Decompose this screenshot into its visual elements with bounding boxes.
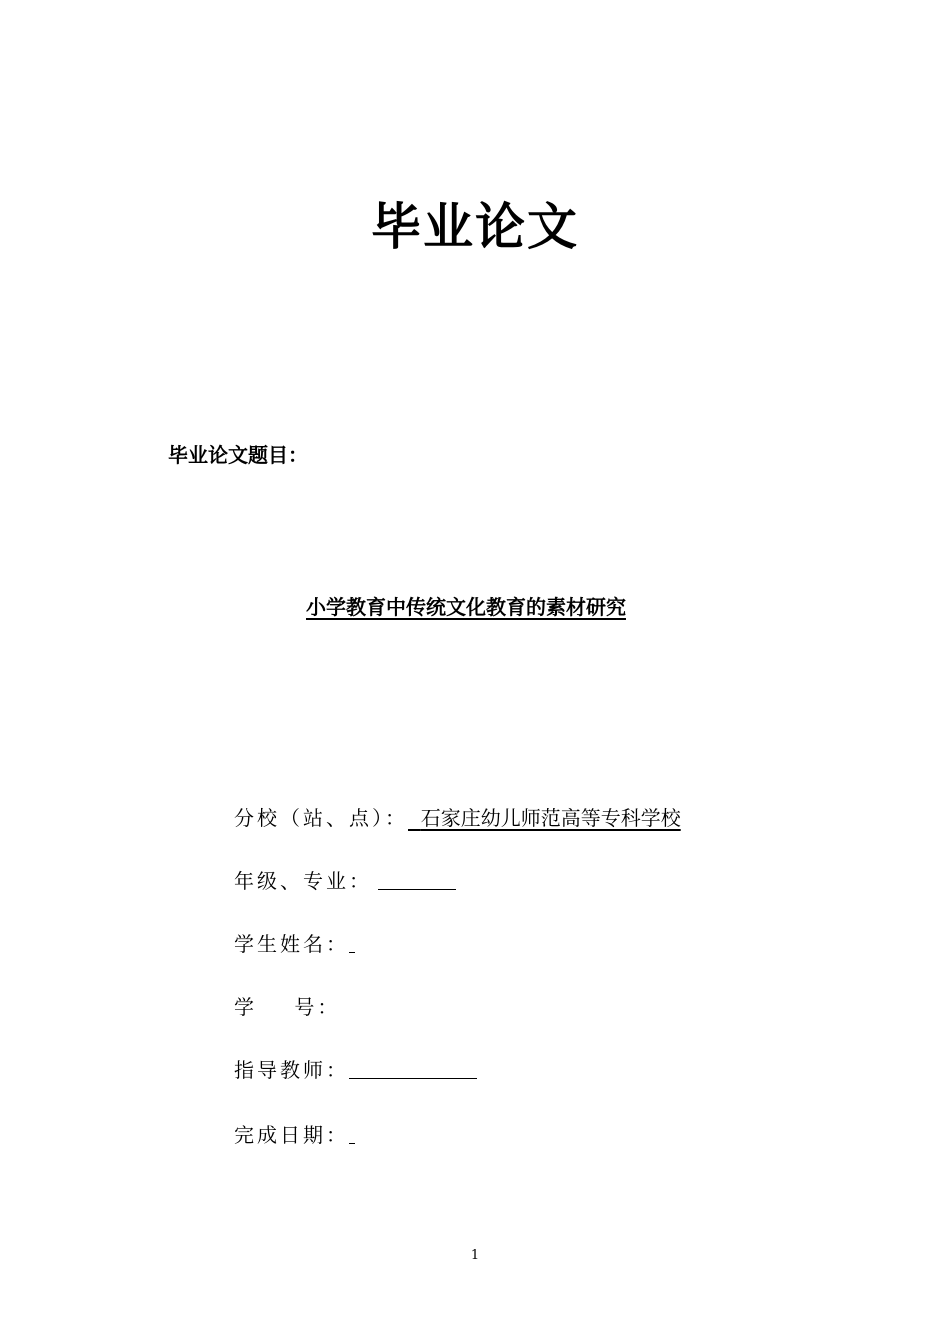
- completion-date-blank-line: [349, 1142, 355, 1144]
- advisor-field: [234, 1055, 477, 1085]
- page-number: 1: [470, 1248, 480, 1263]
- advisor-blank-line: [349, 1077, 477, 1079]
- student-id-label: 学 号：: [234, 995, 341, 1019]
- grade-major-label: 年级、专业：: [234, 869, 372, 893]
- main-title: 毕业论文: [371, 198, 579, 256]
- school-value-wrapper: [408, 806, 681, 830]
- grade-major-field: [234, 866, 456, 896]
- school-value: 石家庄幼儿师范高等专科学校: [420, 806, 681, 830]
- grade-major-blank-line: [378, 888, 456, 890]
- student-name-blank-line: [349, 951, 355, 953]
- completion-date-field: [234, 1120, 355, 1150]
- student-name-label: 学生姓名：: [234, 932, 349, 956]
- school-field: [234, 803, 681, 833]
- student-id-field: [234, 992, 340, 1022]
- completion-date-label: 完成日期：: [234, 1123, 349, 1147]
- advisor-label: 指导教师：: [234, 1058, 349, 1082]
- student-name-field: [234, 929, 355, 959]
- thesis-subject-value: 小学教育中传统文化教育的素材研究: [306, 595, 626, 619]
- school-label: 分校（站、点）：: [234, 806, 408, 830]
- thesis-subject-label: 毕业论文题目：: [168, 443, 308, 467]
